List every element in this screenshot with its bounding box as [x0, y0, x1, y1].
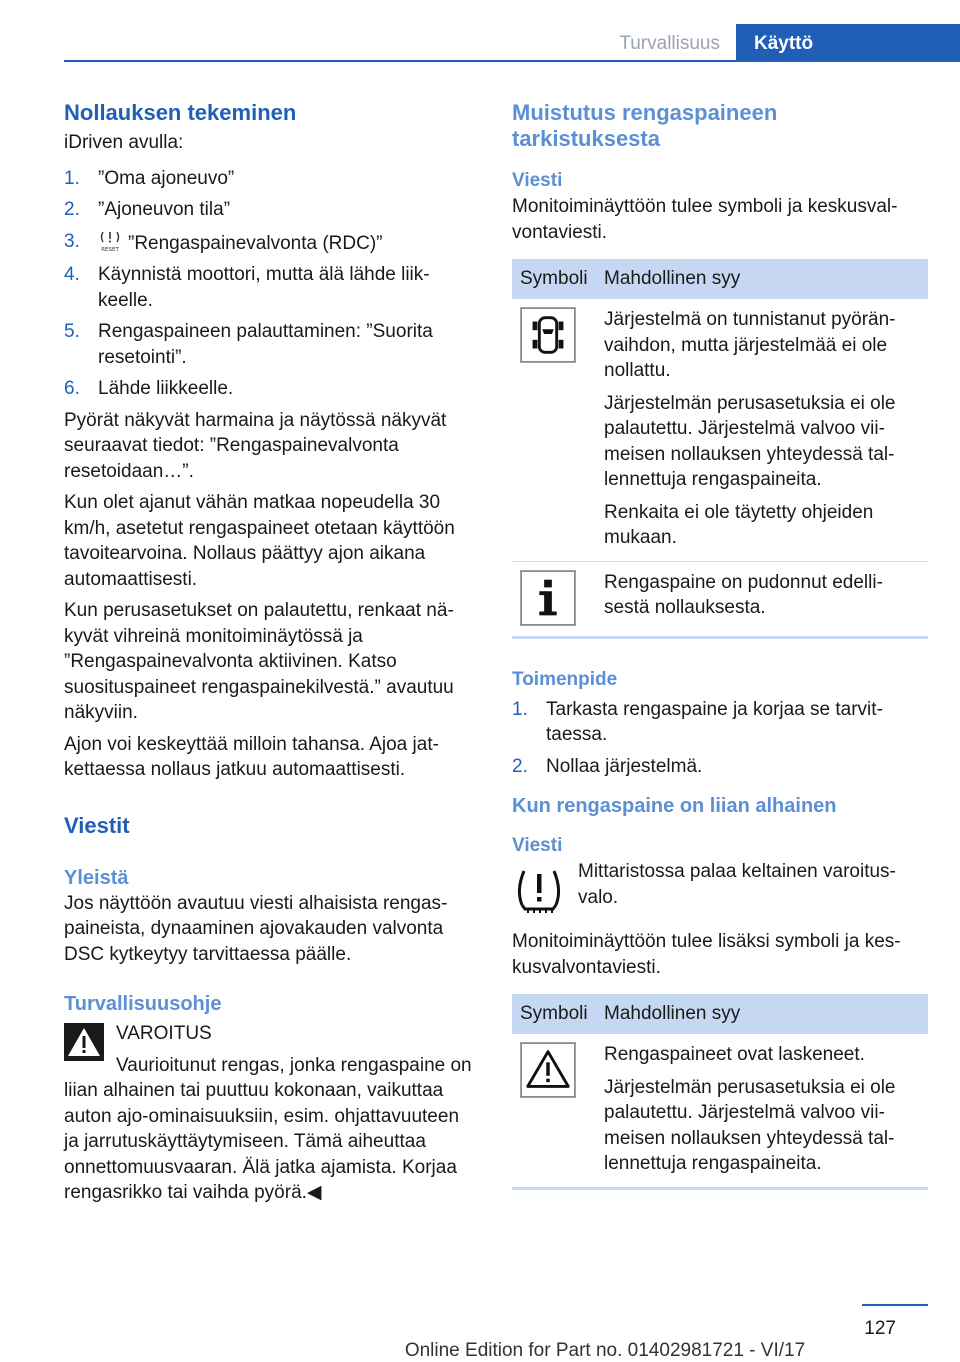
edition-text: Online Edition for Part no. 01402981721 - VI/17: [404, 1340, 806, 1361]
header-section-tab[interactable]: [64, 24, 736, 62]
list-item: 2. ”Ajoneuvon tila”: [64, 199, 231, 220]
header-section-label: Turvallisuus: [619, 33, 720, 54]
paragraph: Ajon voi keskeyttää milloin tahansa. Ajoa jatkettaessa nollaus jatkuu automaattisesti.: [64, 733, 439, 780]
indicator-message: [512, 859, 928, 919]
paragraph: Pyörät näkyvät harmaina ja näytössä näkyvät seuraavat tiedot: ”Rengaspainevalvonta resetoidaan…”.: [64, 409, 447, 482]
warning-triangle-icon: [520, 1042, 576, 1098]
reset-intro: iDriven avulla:: [64, 132, 184, 153]
list-item: 6. Lähde liikkeelle.: [64, 378, 234, 399]
col-symbol: Symboli: [512, 994, 596, 1034]
low-pressure-heading: Kun rengaspaine on liian alhainen: [512, 795, 837, 817]
table-row: Rengaspaineet ovat laskeneet. Järjestelmän perusasetuksia ei ole palautettu. Järjestelmä valvoo viimeisen nollauksen yhteydessä tallennettuja rengaspaineita.: [512, 1034, 928, 1188]
messages-heading: Viestit: [64, 812, 130, 838]
header-chapter-tab[interactable]: Käyttö: [736, 24, 960, 62]
list-item: 1. Tarkasta rengaspaine ja korjaa se tarvittaessa.: [512, 698, 883, 745]
warning-text: Vaurioitunut rengas, jonka rengaspaine on liian alhainen tai puuttuu kokonaan, vaikuttaa auton ajo-ominaisuuksiin, esim. ohjattavuuteen ja jarrutuskäyttäytymiseen. Tämä aiheuttaa onnettomuusvaaran. Älä jatka ajamista. Korjaa rengasrikko tai vaihda pyörä.◀: [64, 1054, 472, 1203]
reset-heading: Nollauksen tekeminen: [64, 100, 297, 125]
reset-steps-list: [64, 166, 478, 402]
reminder-heading: Muistutus rengaspaineen tarkistuksesta: [512, 100, 778, 151]
table-row: Rengaspaine on pudonnut edellisestä nollauksesta.: [512, 561, 928, 637]
info-icon: [520, 570, 576, 626]
footer-divider: [862, 1304, 928, 1306]
list-item: 1. ”Oma ajoneuvo”: [64, 167, 235, 189]
list-item: 4. Käynnistä moottori, mutta älä lähde liikkeelle.: [64, 264, 430, 311]
indicator-text: Mittaristossa palaa keltainen varoitusvalo.: [578, 861, 896, 908]
list-item: 2. Nollaa järjestelmä.: [512, 755, 703, 777]
page-number: 127: [864, 1318, 896, 1339]
svg-text:RESET: RESET: [101, 246, 119, 253]
action-steps-list: [512, 697, 928, 780]
table-row: Järjestelmä on tunnistanut pyöränvaihdon, mutta järjestelmää ei ole nollattu. Järjestelmän perusasetuksia ei ole palautettu. Järjestelmä valvoo viimeisen nollauksen yhteydessä tallennettuja rengaspaineita. Renkaita ei ole täytetty ohjeiden mukaan.: [512, 299, 928, 561]
col-symbol: Symboli: [512, 259, 596, 299]
paragraph: Kun perusasetukset on palautettu, renkaat näkyvät vihreinä monitoiminäytössä ja ”Rengaspainevalvonta aktiivinen. Katso suosituspaineet rengaspainekilvestä.” avautuu näkyviin.: [64, 600, 454, 723]
message-label: Viesti: [512, 835, 563, 856]
tpms-warning-icon: [512, 863, 566, 917]
right-column: [512, 100, 928, 1190]
warning-label: VAROITUS: [116, 1023, 212, 1044]
table-header-row: [512, 259, 928, 299]
message-label: Viesti: [512, 170, 563, 191]
list-item: 3. RESET ”Rengaspainevalvonta (RDC)”: [64, 230, 383, 254]
list-item: 5. Rengaspaineen palauttaminen: ”Suorita resetointi”.: [64, 321, 433, 368]
action-heading: Toimenpide: [512, 668, 618, 690]
warning-box: [64, 1021, 478, 1206]
col-cause: Mahdollinen syy: [596, 994, 928, 1034]
symbol-table-2: [512, 994, 928, 1190]
car-wheels-icon: [520, 307, 576, 363]
message-text: Monitoiminäyttöön tulee symboli ja keskusvalvontaviesti.: [512, 196, 898, 243]
table-header-row: [512, 994, 928, 1034]
col-cause: Mahdollinen syy: [596, 259, 928, 299]
general-text: Jos näyttöön avautuu viesti alhaisista rengaspaineista, dynaaminen ajovakauden valvonta DSC kytkeytyy tarvittaessa päälle.: [64, 892, 448, 965]
left-column: [64, 100, 478, 1206]
symbol-table-1: [512, 259, 928, 639]
safety-heading: Turvallisuusohje: [64, 993, 222, 1015]
message-text: Monitoiminäyttöön tulee lisäksi symboli ja keskusvalvontaviesti.: [512, 931, 901, 978]
rdc-reset-icon: [98, 229, 122, 253]
page-header: [64, 24, 960, 62]
warning-triangle-icon: [64, 1023, 104, 1061]
general-heading: Yleistä: [64, 866, 129, 889]
paragraph: Kun olet ajanut vähän matkaa nopeudella 30 km/h, asetetut rengaspaineet otetaan käyttöön tavoitearvoina. Nollaus päättyy ajon aikana automaattisesti.: [64, 492, 455, 590]
